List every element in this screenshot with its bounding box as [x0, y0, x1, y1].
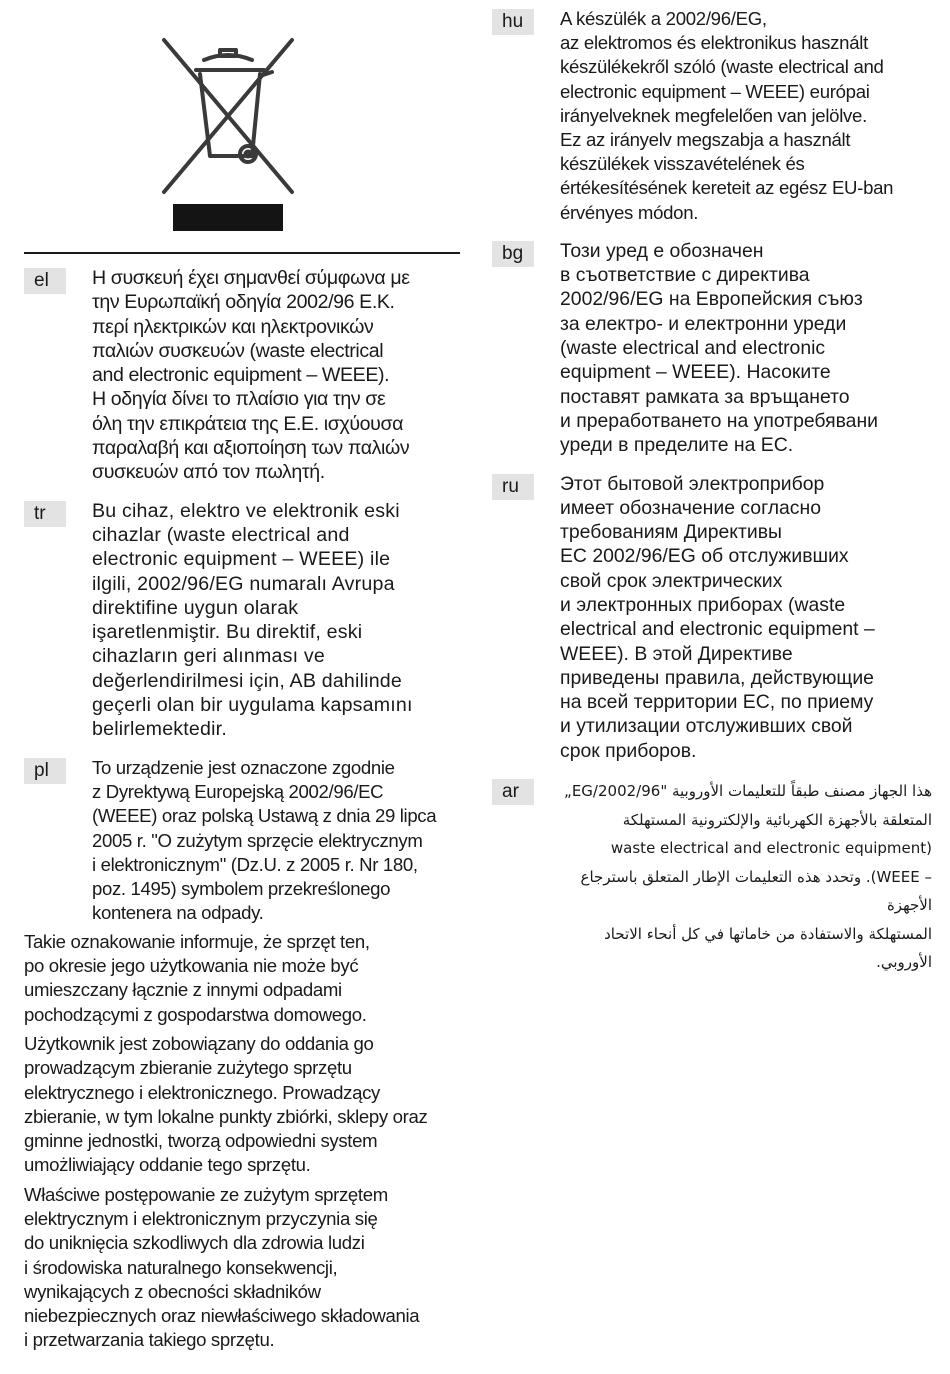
- section-hu: [492, 7, 932, 225]
- section-ar: [492, 777, 932, 977]
- language-tag: hu: [492, 9, 534, 35]
- section-text: Bu cihaz, elektro ve elektronik eski cihazlar (waste electrical and electronic equipment – WEEE) ile ilgili, 2002/96/EG numaralı Avrupa direktifine uygun olarak işaretlenmiştir. Bu direktif, eski cihazların geri alınması ve değerlendirilmesi için, AB dahilinde geçerli olan bir uygulama kapsamını belirlemektedir.: [92, 499, 413, 741]
- section-text: Този уред е обозначен в съответствие с директива 2002/96/EG на Европейския съюз за електро- и електронни уреди (waste electrical and electronic equipment – WEEE). Насоките поставят рамката за връщането и преработването на употребявани уреди в пределите на ЕС.: [560, 239, 879, 457]
- section-tr: [24, 499, 460, 742]
- section-text: A készülék a 2002/96/EG, az elektromos és elektronikus használt készülékekről szóló (waste electrical and electronic equipment – WEEE) európai irányelveknek megfelelően van jelölve. Ez az irányelv megszabja a használt készülékek visszavételének és értékesítésének kereteit az egész EU-ban érvényes módon.: [560, 8, 894, 223]
- paragraph: Takie oznakowanie informuje, że sprzęt ten, po okresie jego użytkowania nie może być umieszczany łącznie z innymi odpadami pochodzącymi z gospodarstwa domowego.: [24, 930, 370, 1025]
- language-tag: el: [24, 268, 66, 294]
- crossed-out-wheelie-bin-icon: [160, 36, 296, 196]
- section-text: هذا الجهاز مصنف طبقاً للتعليمات الأوروبية "2002/96/EG„ المتعلقة بالأجهزة الكهربائية والإلكترونية المستهلكة (waste electrical and electronic equipment – WEEE). وتحدد هذه التعليمات الإطار المتعلق باسترجاع الأجهزة المستهلكة والاستفادة من خاماتها في كل أنحاء الاتحاد الأوروبي.: [564, 782, 932, 972]
- section-el: [24, 266, 460, 485]
- section-bg: [492, 239, 932, 458]
- section-text: Η συσκευή έχει σημανθεί σύμφωνα με την Ευρωπαϊκή οδηγία 2002/96 Ε.Κ. περί ηλεκτρικών και ηλεκτρονικών παλιών συσκευών (waste electrical and electronic equipment – WEEE). Η οδηγία δίνει το πλαίσιο για την σε όλη την επικράτεια της Ε.Ε. ισχύουσα παραλαβή και αξιοποίηση των παλιών συσκευών από τον πωλητή.: [92, 267, 410, 484]
- section-pl-continued: [24, 930, 460, 1353]
- black-bar: [173, 204, 283, 231]
- paragraph: Użytkownik jest zobowiązany do oddania go prowadzącym zbieranie zużytego sprzętu elektrycznego i elektronicznego. Prowadzący zbieranie, w tym lokalne punkty zbiórki, sklepy oraz gminne jednostki, tworzą odpowiedni system umożliwiający oddanie tego sprzętu.: [24, 1032, 428, 1176]
- section-ru: [492, 472, 932, 764]
- language-tag: bg: [492, 241, 534, 267]
- language-tag: ru: [492, 474, 534, 500]
- language-tag: ar: [492, 779, 534, 805]
- divider: [24, 252, 460, 254]
- language-tag: pl: [24, 758, 66, 784]
- section-text: To urządzenie jest oznaczone zgodnie z Dyrektywą Europejską 2002/96/EC (WEEE) oraz polską Ustawą z dnia 29 lipca 2005 r. "O zużytym sprzęcie elektrycznym i elektronicznym" (Dz.U. z 2005 r. Nr 180, poz. 1495) symbolem przekreślonego kontenera na odpady.: [92, 756, 437, 924]
- section-text: Этот бытовой электроприбор имеет обозначение согласно требованиям Директивы ЕС 2002/96/EG об отслуживших свой срок электрических и электронных приборах (waste electrical and electronic equipment – WEEE). В этой Директиве приведены правила, действующие на всей территории ЕС, по приему и утилизации отслуживших свой срок приборов.: [560, 472, 875, 762]
- left-column: [24, 0, 460, 1358]
- paragraph: Właściwe postępowanie ze zużytym sprzętem elektrycznym i elektronicznym przyczynia się do uniknięcia szkodliwych dla zdrowia ludzi i środowiska naturalnego konsekwencji, wynikających z obecności składników niebezpiecznych oraz niewłaściwego składowania i przetwarzania takiego sprzętu.: [24, 1183, 420, 1351]
- right-column: [492, 0, 932, 991]
- weee-logo: [24, 0, 460, 252]
- language-tag: tr: [24, 501, 66, 527]
- section-pl: [24, 756, 460, 926]
